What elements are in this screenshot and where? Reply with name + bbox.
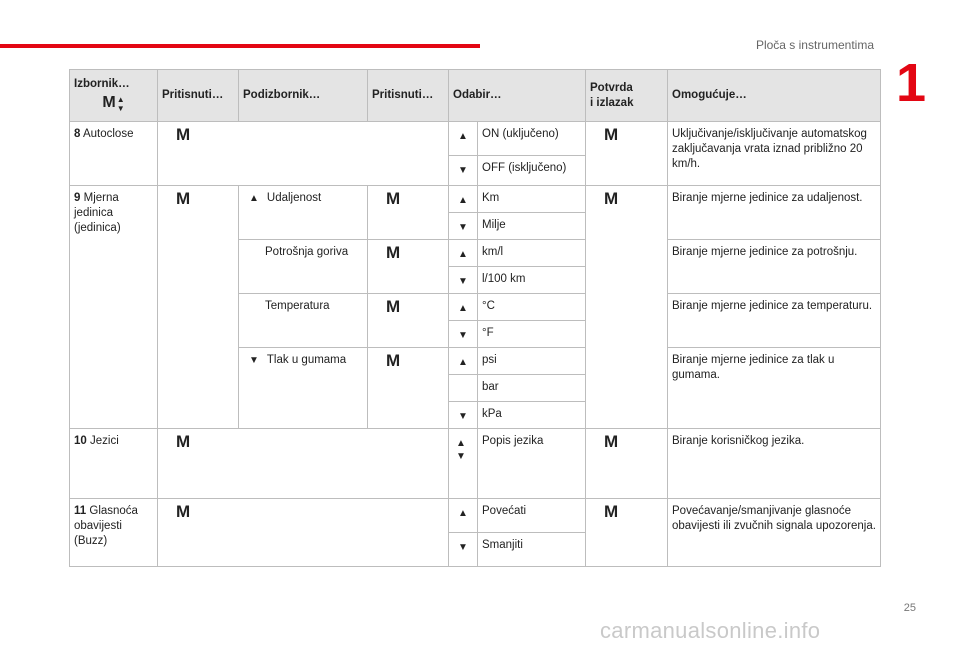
page-number: 25 xyxy=(903,602,916,614)
submenu-temperature: Temperatura xyxy=(239,294,368,348)
submenu-fuel: Potrošnja goriva xyxy=(239,240,368,294)
m-button-icon: M xyxy=(158,186,239,429)
menu-item-autoclose: 8 Autoclose xyxy=(70,122,158,186)
header-submenu: Podizbornik… xyxy=(239,70,368,122)
option-language-list: Popis jezika xyxy=(478,429,586,499)
description: Biranje mjerne jedinice za potrošnju. xyxy=(668,240,881,294)
watermark: carmanualsonline.info xyxy=(600,618,821,643)
option-km: Km xyxy=(478,186,586,213)
header-enables: Omogućuje… xyxy=(668,70,881,122)
description: Povećavanje/smanjivanje glasnoće obavijesti ili zvučnih signala upozorenja. xyxy=(668,499,881,567)
description: Uključivanje/isključivanje automatskog zaključavanja vrata iznad približno 20 km/h. xyxy=(668,122,881,186)
description: Biranje mjerne jedinice za udaljenost. xyxy=(668,186,881,240)
m-button-icon: M xyxy=(586,499,668,567)
option-on: ON (uključeno) xyxy=(478,122,586,156)
m-button-updown-icon: M▲ ▼ xyxy=(102,94,125,113)
menu-item-units: 9 Mjerna jedinica (jedinica) xyxy=(70,186,158,429)
m-button-icon: M xyxy=(586,429,668,499)
up-arrow-icon: ▲ xyxy=(449,122,478,156)
option-fahrenheit: °F xyxy=(478,321,586,348)
option-celsius: °C xyxy=(478,294,586,321)
table-row xyxy=(70,499,881,533)
option-decrease: Smanjiti xyxy=(478,533,586,567)
table-header-row xyxy=(70,70,881,122)
header-red-bar xyxy=(0,44,480,48)
option-km-l: km/l xyxy=(478,240,586,267)
description: Biranje mjerne jedinice za temperaturu. xyxy=(668,294,881,348)
header-press: Pritisnuti… xyxy=(368,70,449,122)
option-miles: Milje xyxy=(478,213,586,240)
description: Biranje korisničkog jezika. xyxy=(668,429,881,499)
header-confirm: Potvrda i izlazak xyxy=(586,70,668,122)
down-arrow-icon: ▼ xyxy=(449,267,478,294)
m-button-icon: M xyxy=(368,294,449,348)
down-arrow-icon: ▼ xyxy=(449,213,478,240)
header-select: Odabir… xyxy=(449,70,586,122)
up-down-arrows-icon: ▲ ▼ xyxy=(449,429,478,499)
table-row xyxy=(70,122,881,156)
header-press: Pritisnuti… xyxy=(158,70,239,122)
table-row xyxy=(70,429,881,499)
option-kpa: kPa xyxy=(478,402,586,429)
m-button-icon: M xyxy=(158,499,449,567)
menu-item-languages: 10 Jezici xyxy=(70,429,158,499)
m-button-icon: M xyxy=(368,348,449,429)
m-button-icon: M xyxy=(368,186,449,240)
up-arrow-icon: ▲ xyxy=(449,294,478,321)
submenu-distance: ▲ Udaljenost xyxy=(239,186,368,240)
header-menu: Izbornik… M▲ ▼ xyxy=(70,70,158,122)
up-arrow-icon: ▲ xyxy=(449,499,478,533)
m-button-icon: M xyxy=(586,122,668,186)
chapter-number: 1 xyxy=(896,53,927,113)
m-button-icon: M xyxy=(158,429,449,499)
down-arrow-icon: ▼ xyxy=(449,321,478,348)
option-psi: psi xyxy=(478,348,586,375)
description: Biranje mjerne jedinice za tlak u gumama. xyxy=(668,348,881,429)
option-l-100km: l/100 km xyxy=(478,267,586,294)
section-title: Ploča s instrumentima xyxy=(755,38,874,52)
m-button-icon: M xyxy=(158,122,449,186)
m-button-icon: M xyxy=(368,240,449,294)
m-button-icon: M xyxy=(586,186,668,429)
down-arrow-icon: ▼ xyxy=(449,402,478,429)
option-bar: bar xyxy=(478,375,586,402)
submenu-tyre-pressure: ▼ Tlak u gumama xyxy=(239,348,368,429)
down-arrow-icon: ▼ xyxy=(449,533,478,567)
menu-item-volume: 11 Glasnoća obavijesti (Buzz) xyxy=(70,499,158,567)
option-increase: Povećati xyxy=(478,499,586,533)
up-arrow-icon: ▲ xyxy=(449,348,478,375)
down-arrow-icon: ▼ xyxy=(449,156,478,186)
settings-table xyxy=(69,69,881,567)
table-row xyxy=(70,186,881,213)
up-arrow-icon: ▲ xyxy=(449,186,478,213)
up-arrow-icon: ▲ xyxy=(449,240,478,267)
option-off: OFF (isključeno) xyxy=(478,156,586,186)
